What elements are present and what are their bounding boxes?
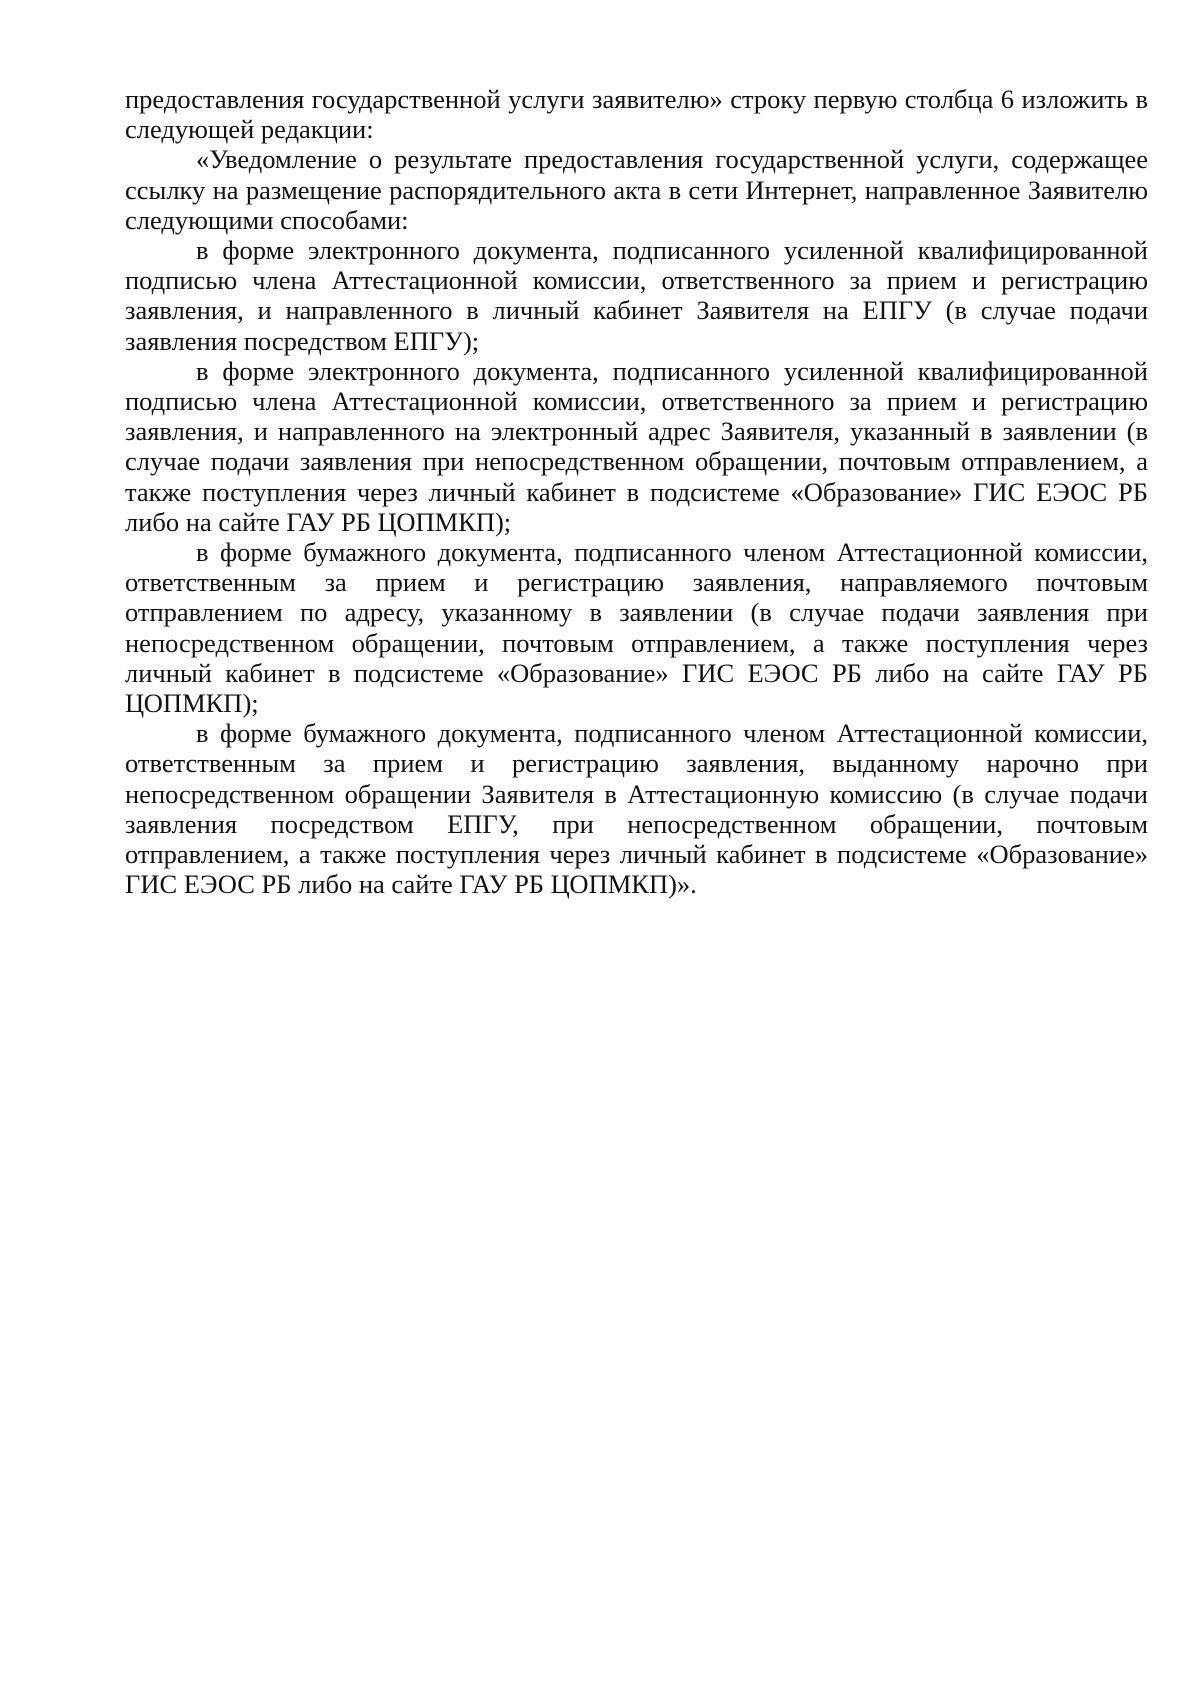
document-body xyxy=(125,84,1148,899)
paragraph-paper-mail: в форме бумажного документа, подписанного членом Аттестационной комиссии, ответственным за прием и регистрацию заявления, направляемого почтовым отправлением по адресу, указанному в заявлении (в случае подачи заявления при непосредственном обращении, почтовым отправлением, а также поступления через личный кабинет в подсистеме «Образование» ГИС ЕЭОС РБ либо на сайте ГАУ РБ ЦОПМКП); xyxy=(125,537,1148,719)
paragraph-notification-intro: «Уведомление о результате предоставления государственной услуги, содержащее ссылку на размещение распорядительного акта в сети Интернет, направленное Заявителю следующими способами: xyxy=(125,144,1148,235)
paragraph-continuation: предоставления государственной услуги заявителю» строку первую столбца 6 изложить в следующей редакции: xyxy=(125,84,1148,145)
paragraph-electronic-email: в форме электронного документа, подписанного усиленной квалифицированной подписью члена Аттестационной комиссии, ответственного за прием и регистрацию заявления, и направленного на электронный адрес Заявителя, указанный в заявлении (в случае подачи заявления при непосредственном обращении, почтовым отправлением, а также поступления через личный кабинет в подсистеме «Образование» ГИС ЕЭОС РБ либо на сайте ГАУ РБ ЦОПМКП); xyxy=(125,355,1148,537)
paragraph-electronic-epgu: в форме электронного документа, подписанного усиленной квалифицированной подписью члена Аттестационной комиссии, ответственного за прием и регистрацию заявления, и направленного в личный кабинет Заявителя на ЕПГУ (в случае подачи заявления посредством ЕПГУ); xyxy=(125,235,1148,356)
paragraph-paper-in-person: в форме бумажного документа, подписанного членом Аттестационной комиссии, ответственным за прием и регистрацию заявления, выданному нарочно при непосредственном обращении Заявителя в Аттестационную комиссию (в случае подачи заявления посредством ЕПГУ, при непосредственном обращении, почтовым отправлением, а также поступления через личный кабинет в подсистеме «Образование» ГИС ЕЭОС РБ либо на сайте ГАУ РБ ЦОПМКП)». xyxy=(125,718,1148,900)
